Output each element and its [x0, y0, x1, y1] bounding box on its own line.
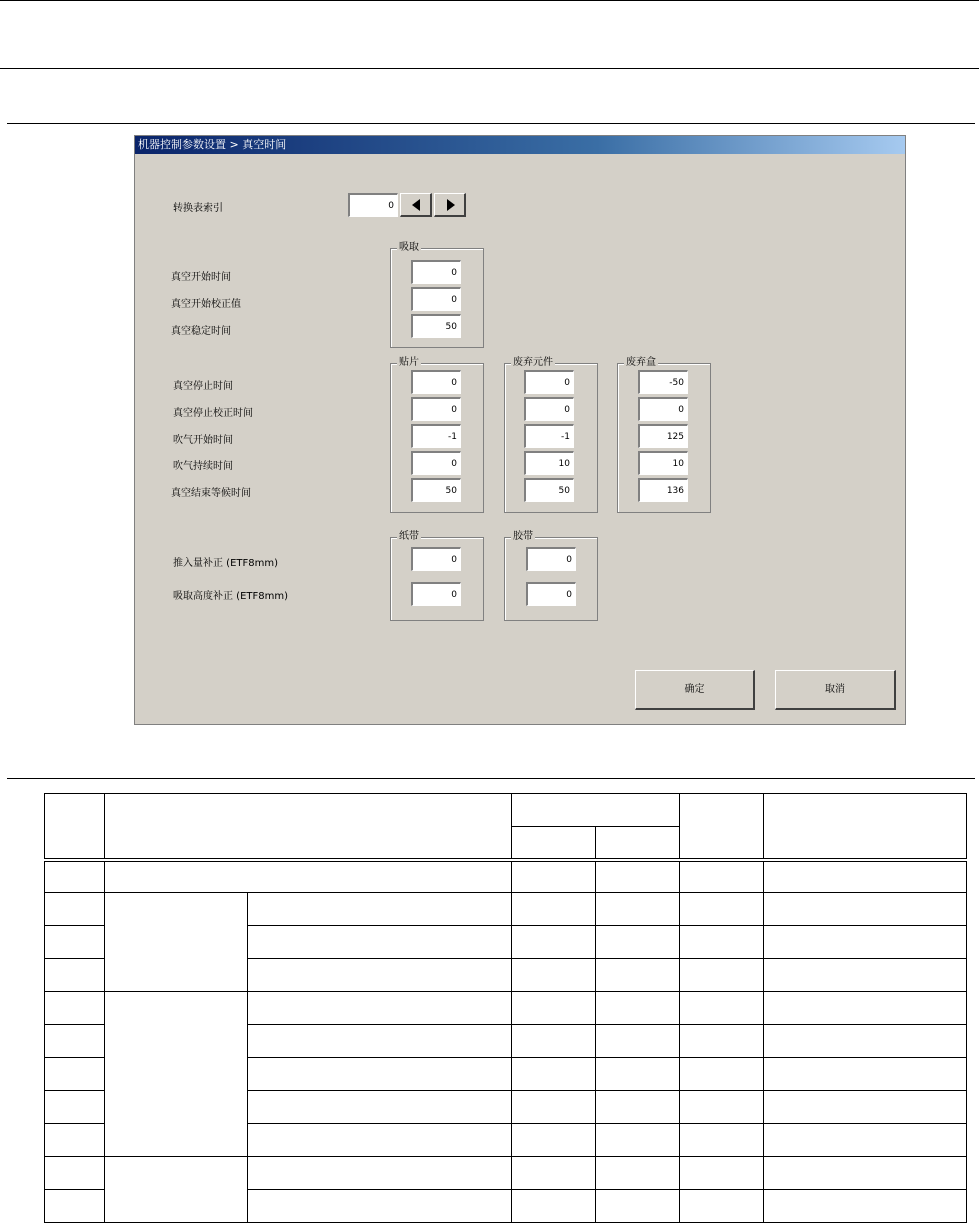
- pickup-group-title: 吸取: [399, 242, 419, 253]
- paper-pickup-height-field[interactable]: 0: [411, 582, 461, 606]
- table-cell: [44, 958, 105, 992]
- box-blow-start-field[interactable]: 125: [638, 424, 688, 448]
- paper-push-amount-field[interactable]: 0: [411, 547, 461, 571]
- mount-blow-start-field[interactable]: -1: [411, 424, 461, 448]
- vacuum-start-time-field[interactable]: 0: [411, 260, 461, 284]
- place-group-discard-box-title: 废弃盒: [626, 357, 656, 368]
- table-cell: [511, 861, 596, 893]
- table-cell: [247, 1156, 512, 1190]
- place-label-vacuum-stop-correction: 真空停止校正时间: [173, 408, 253, 419]
- table-cell: [595, 958, 680, 992]
- table-cell: [679, 1156, 764, 1190]
- table-cell: [247, 1057, 512, 1091]
- table-cell: [763, 925, 967, 959]
- index-prev-button[interactable]: [400, 193, 432, 217]
- table-cell: [595, 991, 680, 1025]
- table-cell: [763, 958, 967, 992]
- table-cell: [247, 1123, 512, 1157]
- table-cell: [247, 958, 512, 992]
- table-cell: [44, 1057, 105, 1091]
- embossed-pickup-height-field[interactable]: 0: [526, 582, 576, 606]
- page-rule-lower: [7, 778, 975, 779]
- table-cell: [679, 1090, 764, 1124]
- table-cell: [247, 925, 512, 959]
- discard-vacuum-stop-field[interactable]: 0: [524, 370, 574, 394]
- table-cell: [763, 1024, 967, 1058]
- table-header-cell: [763, 793, 967, 859]
- place-label-vacuum-stop: 真空停止时间: [173, 381, 233, 392]
- pickup-height-correction-label: 吸取高度补正 (ETF8mm): [173, 591, 289, 602]
- vacuum-start-correction-label: 真空开始校正值: [171, 299, 241, 310]
- table-cell: [511, 925, 596, 959]
- table-cell: [44, 1024, 105, 1058]
- table-cell: [595, 1123, 680, 1157]
- conversion-index-label: 转换表索引: [173, 203, 223, 214]
- table-cell: [595, 1024, 680, 1058]
- table-cell: [511, 1189, 596, 1223]
- push-amount-correction-label: 推入量补正 (ETF8mm): [173, 558, 279, 569]
- table-group-cell: [104, 991, 248, 1157]
- index-next-button[interactable]: [434, 193, 466, 217]
- box-vacuum-stop-correction-field[interactable]: 0: [638, 397, 688, 421]
- table-cell: [763, 861, 967, 893]
- table-cell: [679, 1024, 764, 1058]
- table-cell: [511, 1123, 596, 1157]
- discard-blow-duration-field[interactable]: 10: [524, 451, 574, 475]
- table-cell: [247, 892, 512, 926]
- table-cell: [44, 1090, 105, 1124]
- place-group-discard-part-title: 废弃元件: [513, 357, 553, 368]
- place-label-blow-duration: 吹气持续时间: [173, 461, 233, 472]
- table-group-cell: [104, 892, 248, 992]
- table-cell: [44, 991, 105, 1025]
- table-cell: [679, 892, 764, 926]
- table-cell: [679, 958, 764, 992]
- table-cell: [511, 1024, 596, 1058]
- mount-vacuum-end-wait-field[interactable]: 50: [411, 478, 461, 502]
- page-rule-top: [0, 0, 979, 1]
- vacuum-start-time-label: 真空开始时间: [171, 272, 231, 283]
- table-cell: [44, 1156, 105, 1190]
- vacuum-stable-time-field[interactable]: 50: [411, 314, 461, 338]
- table-header-cell: [44, 793, 105, 859]
- table-cell: [511, 1057, 596, 1091]
- table-cell: [247, 1090, 512, 1124]
- table-cell: [763, 1057, 967, 1091]
- mount-vacuum-stop-field[interactable]: 0: [411, 370, 461, 394]
- conversion-index-field[interactable]: 0: [348, 193, 398, 217]
- vacuum-stable-time-label: 真空稳定时间: [171, 326, 231, 337]
- table-cell: [679, 861, 764, 893]
- dialog-title: 机器控制参数设置 > 真空时间: [135, 136, 905, 154]
- tape-group-paper-title: 纸带: [399, 531, 419, 542]
- cancel-button[interactable]: 取消: [775, 670, 896, 710]
- tape-group-embossed-title: 胶带: [513, 531, 533, 542]
- table-cell: [44, 1123, 105, 1157]
- table-cell: [679, 1123, 764, 1157]
- mount-vacuum-stop-correction-field[interactable]: 0: [411, 397, 461, 421]
- table-cell: [763, 1090, 967, 1124]
- table-cell: [679, 991, 764, 1025]
- vacuum-start-correction-field[interactable]: 0: [411, 287, 461, 311]
- table-cell: [44, 861, 105, 893]
- table-cell: [595, 1189, 680, 1223]
- table-cell: [679, 1189, 764, 1223]
- box-vacuum-stop-field[interactable]: -50: [638, 370, 688, 394]
- table-cell: [595, 1090, 680, 1124]
- table-cell: [595, 925, 680, 959]
- table-header-cell: [595, 826, 680, 859]
- table-cell: [595, 1057, 680, 1091]
- table-cell: [763, 892, 967, 926]
- triangle-left-icon: [412, 199, 420, 211]
- table-cell: [44, 1189, 105, 1223]
- table-cell: [511, 1156, 596, 1190]
- parameter-table: [44, 793, 967, 1223]
- table-cell: [104, 861, 512, 893]
- discard-vacuum-stop-correction-field[interactable]: 0: [524, 397, 574, 421]
- table-cell: [763, 1189, 967, 1223]
- table-cell: [763, 1156, 967, 1190]
- table-header-cell: [511, 793, 680, 827]
- triangle-right-icon: [447, 199, 455, 211]
- place-label-vacuum-end-wait: 真空结束等候时间: [171, 488, 251, 499]
- box-blow-duration-field[interactable]: 10: [638, 451, 688, 475]
- table-cell: [679, 1057, 764, 1091]
- table-cell: [595, 892, 680, 926]
- table-cell: [247, 991, 512, 1025]
- embossed-push-amount-field[interactable]: 0: [526, 547, 576, 571]
- page-rule-header: [0, 68, 979, 69]
- box-vacuum-end-wait-field[interactable]: 136: [638, 478, 688, 502]
- table-header-cell: [511, 826, 596, 859]
- discard-vacuum-end-wait-field[interactable]: 50: [524, 478, 574, 502]
- table-cell: [247, 1189, 512, 1223]
- vacuum-time-dialog: [134, 135, 906, 725]
- table-cell: [511, 892, 596, 926]
- place-group-mount-title: 贴片: [399, 357, 419, 368]
- table-cell: [247, 1024, 512, 1058]
- table-group-cell: [104, 1156, 248, 1223]
- table-cell: [763, 1123, 967, 1157]
- table-cell: [679, 925, 764, 959]
- table-cell: [511, 1090, 596, 1124]
- table-cell: [763, 991, 967, 1025]
- mount-blow-duration-field[interactable]: 0: [411, 451, 461, 475]
- table-cell: [44, 892, 105, 926]
- discard-blow-start-field[interactable]: -1: [524, 424, 574, 448]
- table-cell: [511, 958, 596, 992]
- place-label-blow-start: 吹气开始时间: [173, 435, 233, 446]
- table-header-cell: [104, 793, 512, 859]
- ok-button[interactable]: 确定: [635, 670, 755, 710]
- table-header-cell: [679, 793, 764, 859]
- table-cell: [595, 1156, 680, 1190]
- page-rule-upper: [7, 123, 975, 124]
- table-cell: [595, 861, 680, 893]
- table-cell: [511, 991, 596, 1025]
- table-cell: [44, 925, 105, 959]
